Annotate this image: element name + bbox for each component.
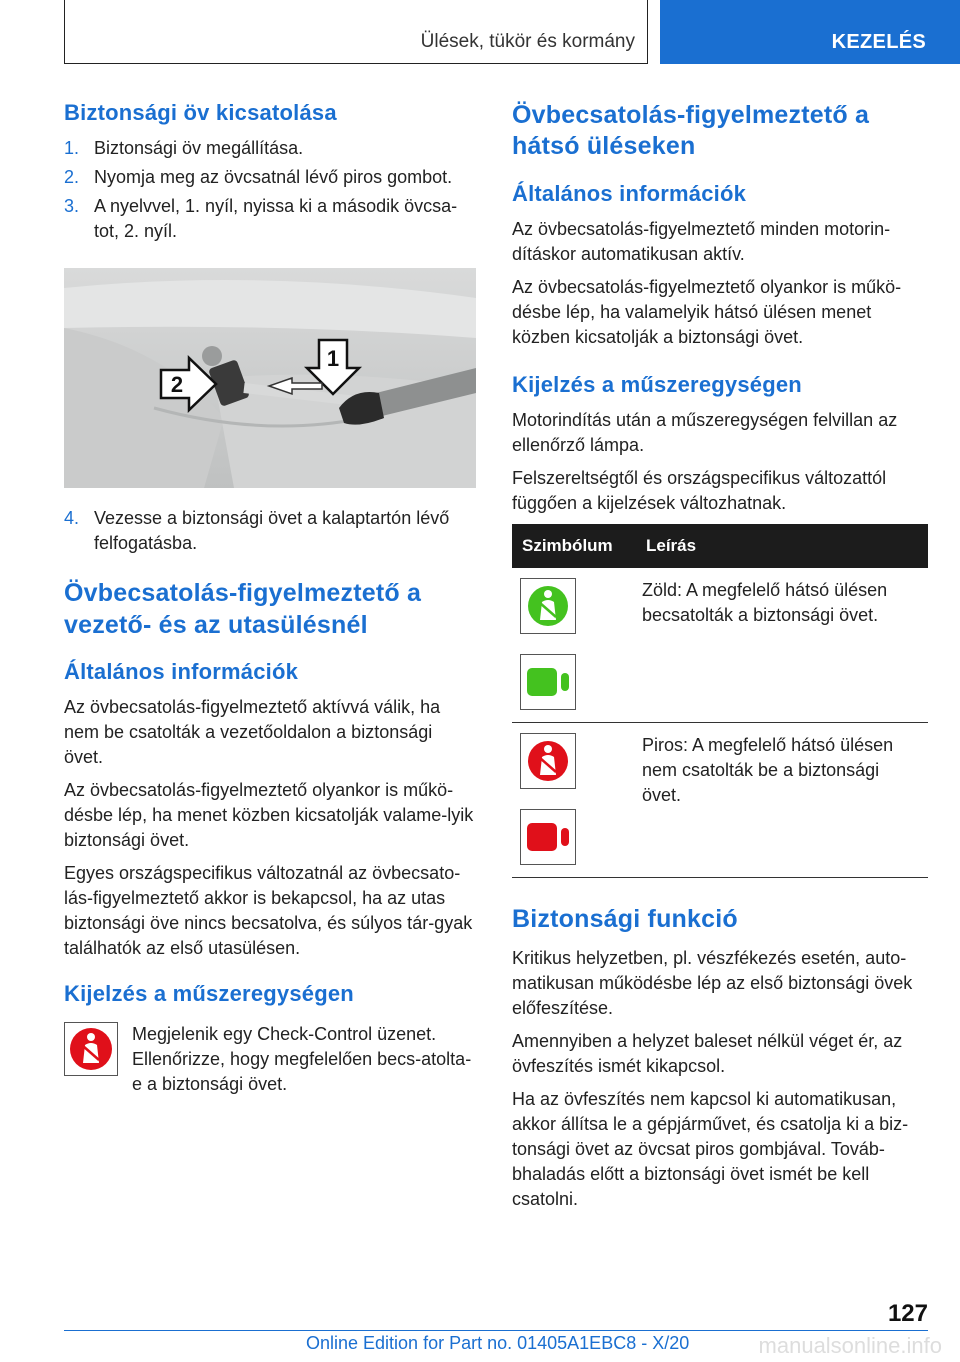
seatbelt-illustration — [64, 268, 476, 488]
paragraph: Kritikus helyzetben, pl. vészfékezés esetén, auto-matikusan működésbe lép az első biztonsági övek előfeszítése. — [512, 947, 913, 1018]
table-header-description: Leírás — [636, 524, 928, 568]
heading-rear-warning: Övbecsatolás-figyelmeztető a hátsó üléseken — [512, 101, 870, 161]
step-number: 1. — [64, 138, 80, 159]
paragraph: Felszereltségtől és országspecifikus változattól függően a kijelzések változhatnak. — [512, 468, 887, 514]
paragraph: Ha az övfeszítés nem kapcsol ki automatikusan, akkor állítsa le a gépjárművet, és csatolja ki a biz-tonsági övet az övcsat piros gombjával. Továb-bhaladás előtt a biztonsági övet ismét be kell csatolni. — [512, 1088, 909, 1209]
watermark-brand: manualsonline.info — [758, 1333, 942, 1358]
description-green: Zöld: A megfelelő hátsó ülésen becsatolták a biztonsági övet. — [636, 568, 928, 723]
description-red: Piros: A megfelelő hátsó ülésen nem csatolták be a biztonsági övet. — [636, 723, 928, 878]
heading-display: Kijelzés a műszeregységen — [512, 371, 802, 397]
list-item — [64, 165, 476, 190]
check-control-text: Megjelenik egy Check-Control üzenet. Ellenőrizze, hogy megfelelően becs-atolta-e a biztonsági övet. — [132, 1023, 472, 1094]
step-number: 2. — [64, 167, 80, 188]
step-text: Nyomja meg az övcsatnál lévő piros gombot. — [94, 167, 453, 188]
left-column — [64, 100, 476, 1105]
steps-list-continued — [64, 506, 476, 556]
header-chapter-title: KEZELÉS — [831, 31, 926, 53]
heading-unfasten: Biztonsági öv kicsatolása — [64, 100, 337, 125]
header-section-box — [64, 0, 648, 64]
step-text: Biztonsági öv megállítása. — [94, 138, 304, 159]
seatbelt-red-icon — [520, 733, 576, 789]
table-header-symbol: Szimbólum — [512, 524, 636, 568]
rear-seat-green-icon — [520, 654, 576, 710]
step-text: A nyelvvel, 1. nyíl, nyissa ki a második övcsa-tot, 2. nyíl. — [94, 196, 458, 242]
header-section-title: Ülések, tükör és kormány — [420, 31, 635, 52]
step-number: 4. — [64, 508, 80, 529]
steps-list — [64, 136, 476, 244]
heading-safety-function: Biztonsági funkció — [512, 905, 738, 934]
heading-general-info: Általános információk — [64, 658, 299, 684]
arrow-label-1: 1 — [326, 346, 340, 372]
arrow-label-2: 2 — [170, 372, 184, 398]
heading-general-info: Általános információk — [512, 180, 747, 206]
list-item — [64, 506, 476, 556]
paragraph: Az övbecsatolás-figyelmeztető aktívvá válik, ha nem be csatolták a vezetőoldalon a biztonsági övet. — [64, 697, 441, 768]
list-item — [64, 136, 476, 161]
paragraph: Motorindítás után a műszeregységen felvillan az ellenőrző lámpa. — [512, 410, 898, 456]
paragraph: Amennyiben a helyzet baleset nélkül véget ér, az övfeszítés ismét kikapcsol. — [512, 1030, 903, 1076]
footer-divider — [64, 1330, 928, 1331]
header-chapter-tab — [660, 0, 960, 64]
paragraph: Az övbecsatolás-figyelmeztető minden motorin-dításkor automatikusan aktív. — [512, 218, 891, 264]
rear-seat-red-icon — [520, 809, 576, 865]
step-text: Vezesse a biztonsági övet a kalaptartón lévő felfogatásba. — [94, 508, 450, 554]
list-item — [64, 194, 476, 244]
check-control-row — [64, 1022, 476, 1105]
table-row — [512, 723, 928, 878]
page-number: 127 — [887, 1300, 928, 1327]
edition-text: Online Edition for Part no. 01405A1EBC8 - X/20 — [306, 1333, 690, 1353]
right-column — [512, 100, 928, 1220]
seatbelt-warning-icon — [64, 1022, 118, 1076]
seatbelt-green-icon — [520, 578, 576, 634]
heading-driver-warning: Övbecsatolás-figyelmeztető a vezető- és az utasülésnél — [64, 579, 422, 639]
symbol-table — [512, 524, 928, 878]
step-number: 3. — [64, 196, 80, 217]
paragraph: Az övbecsatolás-figyelmeztető olyankor is műkö-désbe lép, ha menet közben kicsatolják valame-lyik biztonsági övet. — [64, 780, 474, 851]
paragraph: Egyes országspecifikus változatnál az övbecsato-lás-figyelmeztető akkor is bekapcsol, ha az utas biztonsági öve nincs becsatolva, és súlyos tár-gyak találhatók az első utasülésen. — [64, 863, 473, 959]
heading-display: Kijelzés a műszeregységen — [64, 981, 354, 1007]
table-row — [512, 568, 928, 723]
paragraph: Az övbecsatolás-figyelmeztető olyankor is műkö-désbe lép, ha valamelyik hátsó ülésen menet közben kicsatolják a biztonsági övet. — [512, 276, 902, 347]
